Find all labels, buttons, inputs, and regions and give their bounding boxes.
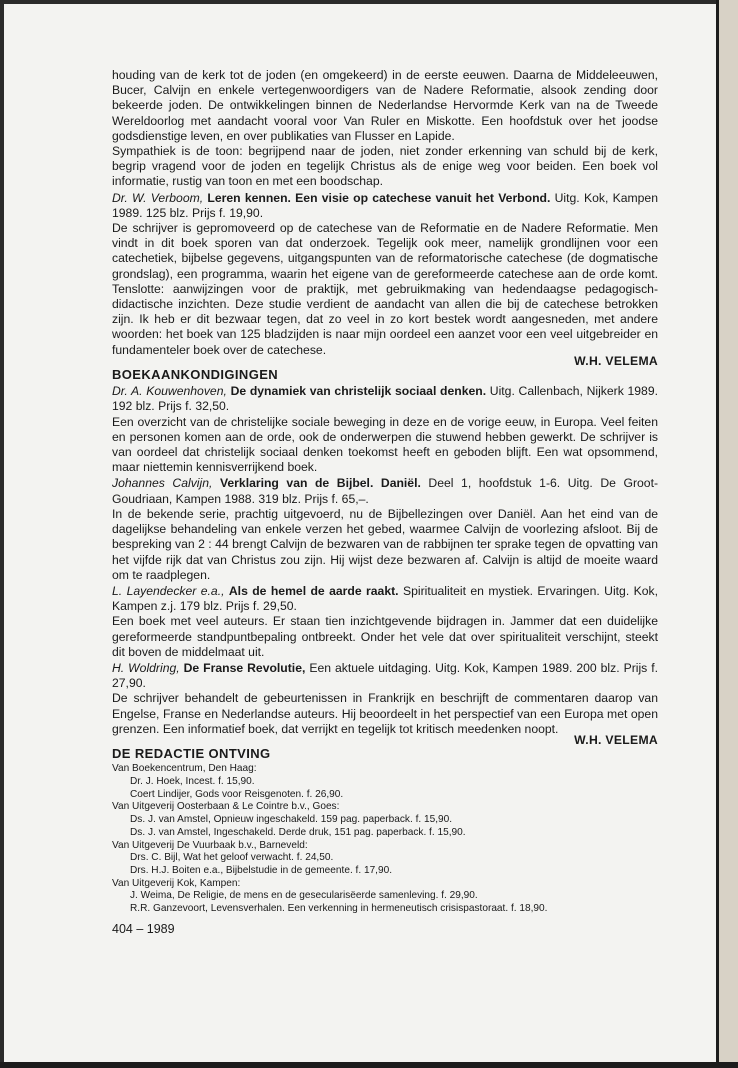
received-item: J. Weima, De Religie, de mens en de gesecularisëerde samenleving. f. 29,90. [130,890,478,902]
announcement-entry [112,476,658,506]
review-signature: W.H. VELEMA [574,353,658,368]
page-number: 404 – 1989 [112,921,175,936]
received-item: Ds. J. van Amstel, Ingeschakeld. Derde druk, 151 pag. paperback. f. 15,90. [130,826,466,838]
announcement-title: De dynamiek van christelijk sociaal denken. [230,384,487,399]
scan-bottom-edge [0,1062,738,1068]
review-author: Dr. W. Verboom, [112,190,204,205]
announcement-entry [112,584,658,614]
review-body: De schrijver is gepromoveerd op de catechese van de Reformatie en de Nadere Reformatie. Men vindt in dit boek sporen van dat onderzoek. Tegelijk ook meer, namelijk grondlijnen voor een catechetiek, bijbelse gegevens, uitgangspunten van de reformatorische catechese (de dogmatische grondslag), een programma, waarin het eigene van de gereformeerde catechese aan de orde komt. Tenslotte: aanwijzingen voor de praktijk, met gebruikmaking van hedendaagse pedagogisch-didactische inzichten. Deze studie verdient de aandacht van allen die bij de catechese betrokken zijn. Ik heb er dit bezwaar tegen, dat zo veel in zo kort bestek wordt aangesneden, met andere woorden: het boek van 125 bladzijden is naar mijn oordeel een aanzet voor een veel uitgebreider en fundamenteler boek over de catechese. [112,221,658,357]
announcement-body: Een overzicht van de christelijke sociale beweging in deze en de vorige eeuw, in Europa. Veel feiten en personen komen aan de orde, ook de onderwerpen die stuwend hebben gewerkt. De schrijver is van oordeel dat christelijk sociaal denken toekomst heeft en geboden blijft. Een wat opsommend, maar niettemin kennisverrijkend boek. [112,414,658,475]
announcement-author: Dr. A. Kouwenhoven, [112,384,227,399]
received-item: Drs. H.J. Boiten e.a., Bijbelstudie in de gemeente. f. 17,90. [130,864,393,876]
announcement-author: H. Woldring, [112,660,180,675]
announcements-signature: W.H. VELEMA [574,732,658,747]
announcement-details: Uitg. Callenbach, Nijkerk 1989. 192 blz. Prijs f. 32,50. [112,384,659,414]
section-heading-received: DE REDACTIE ONTVING [112,746,271,762]
announcement-details: Deel 1, hoofdstuk 1-6. Uitg. De Groot-Goudriaan, Kampen 1988. 319 blz. Prijs f. 65,–. [112,476,659,506]
received-list [112,763,658,915]
announcement-body: Een boek met veel auteurs. Er staan tien inzichtgevende bijdragen in. Jammer dat een duidelijke gereformeerde standpuntbepaling ontbreekt. Onder het vele dat over spiritualiteit verschijnt, steekt dit boven de middelmaat uit. [112,614,658,659]
article-body [112,68,658,937]
announcement-author: L. Layendecker e.a., [112,583,225,598]
scan-edge [716,0,738,1068]
received-item: Dr. J. Hoek, Incest. f. 15,90. [130,776,255,788]
announcement-author: Johannes Calvijn, [112,476,213,491]
intro-paragraph: Sympathiek is de toon: begrijpend naar de joden, niet zonder erkenning van schuld bij de kerk, begrip vragend voor de joden en tegelijk Christus als de enige weg voor beiden. Een boek vol informatie, rustig van toon en met een boodschap. [112,144,658,189]
announcement-title: De Franse Revolutie, [183,660,306,675]
review-entry [112,191,658,221]
announcement-details: Spiritualiteit en mystiek. Ervaringen. Uitg. Kok, Kampen z.j. 179 blz. Prijs f. 29,50. [112,583,658,614]
received-item: Drs. C. Bijl, Wat het geloof verwacht. f. 24,50. [130,852,334,864]
publisher-line: Van Boekencentrum, Den Haag: [112,763,257,775]
received-item: Ds. J. van Amstel, Opnieuw ingeschakeld. 159 pag. paperback. f. 15,90. [130,814,453,826]
received-item: Coert Lindijer, Gods voor Reisgenoten. f. 26,90. [130,788,344,800]
review-details: Uitg. Kok, Kampen 1989. 125 blz. Prijs f. 19,90. [112,190,658,220]
section-heading-announcements: BOEKAANKONDIGINGEN [112,367,279,383]
publisher-line: Van Uitgeverij Kok, Kampen: [112,877,241,889]
received-item: R.R. Ganzevoort, Levensverhalen. Een verkenning in hermeneutisch crisispastoraat. f. 18,90. [130,903,548,915]
announcement-details: Een aktuele uitdaging. Uitg. Kok, Kampen 1989. 200 blz. Prijs f. 27,90. [112,660,659,691]
publisher-line: Van Uitgeverij De Vuurbaak b.v., Barneveld: [112,839,308,851]
announcement-body: In de bekende serie, prachtig uitgevoerd, nu de Bijbellezingen over Daniël. Aan het eind van de dagelijkse behandeling van enkele verzen het gebed, waarmee Calvijn de voorlezing afsloot. Bij de bespreking van 2 : 44 brengt Calvijn de bezwaren van de rabbijnen ter sprake tegen de opvatting van het vijfde rijk dat van Christus zou zijn. Hij wijst deze bezwaren af. Calvijn is altijd de moeite waard om te raadplegen. [112,506,658,582]
review-title: Leren kennen. Een visie op catechese vanuit het Verbond. [207,190,551,205]
intro-paragraph: houding van de kerk tot de joden (en omgekeerd) in de eerste eeuwen. Daarna de Middeleeuwen, Bucer, Calvijn en enkele vertegenwoordigers van de Nadere Reformatie, alsook zending door bekeerde joden. De ontwikkelingen binnen de Nederlandse Hervormde Kerk van na de Tweede Wereldoorlog met aandacht vooral voor Van Ruler en Miskotte. Een hoofdstuk over het joodse godsdienstige leven, en over publikaties van Flusser en Lapide. [112,68,658,143]
announcement-title: Als de hemel de aarde raakt. [228,583,399,598]
announcement-entry [112,384,658,414]
publisher-line: Van Uitgeverij Oosterbaan & Le Cointre b.v., Goes: [112,801,340,813]
announcement-body: De schrijver behandelt de gebeurtenissen in Frankrijk en beschrijft de commentaren daarop van Engelse, Franse en Nederlandse auteurs. Hij beoordeelt in het perspectief van een Europa met open grenzen. Een informatief boek, dat verrijkt en tegelijk tot kritisch meedenken noopt. [112,691,658,736]
announcement-entry [112,661,658,691]
announcement-title: Verklaring van de Bijbel. Daniël. [219,476,421,491]
